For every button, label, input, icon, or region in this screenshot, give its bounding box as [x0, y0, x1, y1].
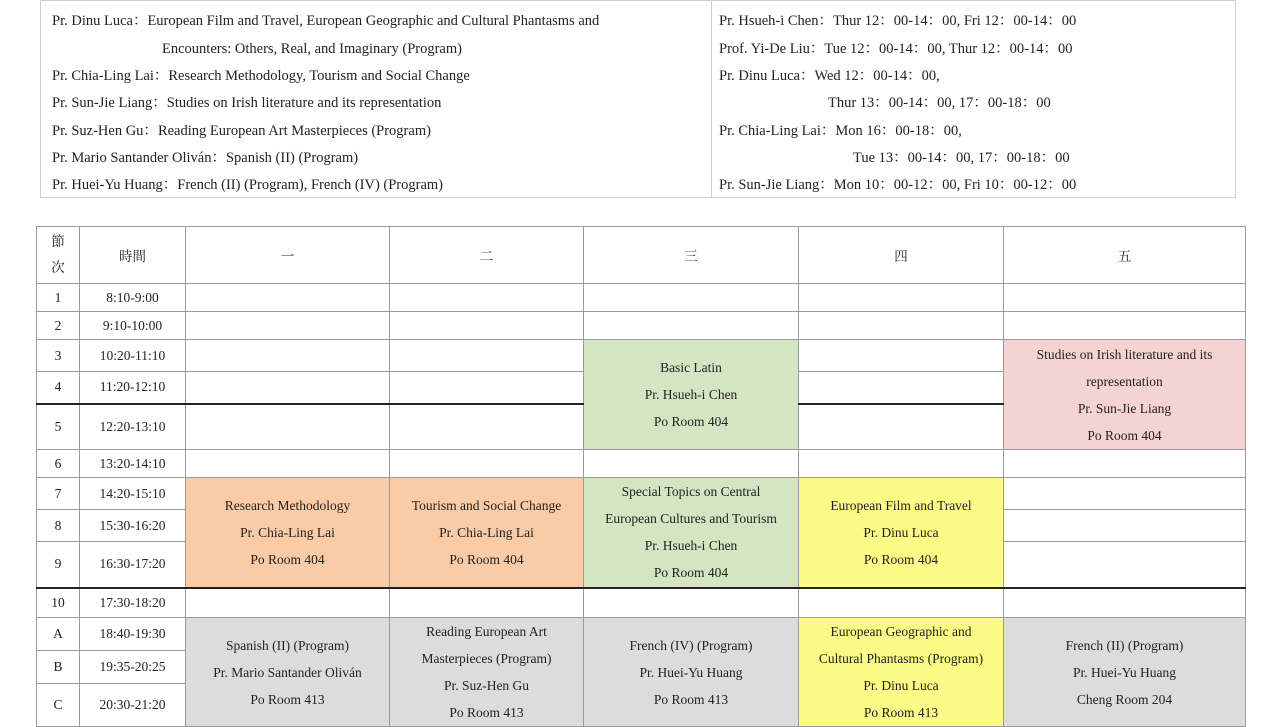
course-room: Po Room 404: [250, 551, 325, 567]
course-instructor: Pr. Hsueh-i Chen: [644, 387, 738, 402]
course-special-topics[interactable]: [584, 478, 799, 588]
period-time: 15:30-16:20: [80, 510, 186, 542]
period-time: 20:30-21:20: [80, 683, 186, 726]
slot-cell: [799, 312, 1004, 340]
course-room: Po Room 404: [653, 414, 729, 429]
office-hours-line-2: Prof. Yi-De Liu：Tue 12：00-14：00, Thur 12：00-14：00: [719, 41, 1073, 57]
slot-cell: [1004, 284, 1246, 312]
course-room: Po Room 413: [863, 705, 939, 720]
office-hours-line-5: Pr. Chia-Ling Lai：Mon 16：00-18：00,: [719, 123, 962, 139]
course-spanish-2[interactable]: [186, 618, 390, 727]
slot-cell: [1004, 312, 1246, 340]
instructor-line-3: Pr. Chia-Ling Lai：Research Methodology, Tourism and Social Change: [52, 68, 470, 84]
period-number: 7: [37, 478, 80, 510]
period-time: 12:20-13:10: [80, 404, 186, 450]
slot-cell: [186, 404, 390, 450]
slot-cell: [186, 588, 390, 618]
course-title-cont: Masterpieces (Program): [421, 651, 552, 666]
office-hours-line-3: Pr. Dinu Luca：Wed 12：00-14：00,: [719, 68, 940, 84]
instructor-line-2: Encounters: Others, Real, and Imaginary (Program): [162, 41, 462, 57]
course-room: Cheng Room 204: [1076, 691, 1173, 707]
course-room: Po Room 413: [250, 691, 325, 707]
day-header-wed: 三: [584, 227, 799, 284]
slot-cell: [584, 284, 799, 312]
period-time: 14:20-15:10: [80, 478, 186, 510]
course-instructor: Pr. Dinu Luca: [863, 524, 939, 540]
slot-cell: [186, 312, 390, 340]
day-header-thu: 四: [799, 227, 1004, 284]
period-number: C: [37, 683, 80, 726]
course-title: Basic Latin: [660, 360, 722, 375]
slot-cell: [186, 450, 390, 478]
course-instructor: Pr. Huei-Yu Huang: [1072, 664, 1177, 680]
period-time: 13:20-14:10: [80, 450, 186, 478]
period-number: 5: [37, 404, 80, 450]
period-number: 8: [37, 510, 80, 542]
day-header-mon: 一: [186, 227, 390, 284]
slot-cell: [584, 588, 799, 618]
course-title-cont: Cultural Phantasms (Program): [818, 651, 984, 666]
period-time: 17:30-18:20: [80, 588, 186, 618]
slot-cell: [799, 404, 1004, 450]
table-row: [37, 618, 1246, 651]
course-room: Po Room 404: [449, 551, 524, 567]
slot-cell: [186, 372, 390, 404]
instructor-line-5: Pr. Suz-Hen Gu：Reading European Art Masterpieces (Program): [52, 123, 431, 139]
period-number: 6: [37, 450, 80, 478]
course-instructor: Pr. Huei-Yu Huang: [639, 664, 743, 680]
course-instructor: Pr. Mario Santander Oliván: [213, 664, 362, 680]
slot-cell: [799, 450, 1004, 478]
course-european-geographic[interactable]: [799, 618, 1004, 727]
table-row: [37, 450, 1246, 478]
course-reading-european-art[interactable]: [390, 618, 584, 727]
slot-cell: [1004, 450, 1246, 478]
course-title-cont: representation: [1086, 373, 1163, 389]
instructor-line-1: Pr. Dinu Luca：European Film and Travel, European Geographic and Cultural Phantasms and: [52, 13, 600, 29]
course-instructor: Pr. Hsueh-i Chen: [644, 538, 738, 554]
period-time: 19:35-20:25: [80, 650, 186, 683]
office-hours-line-6: Tue 13：00-14：00, 17：00-18：00: [853, 150, 1070, 166]
course-instructor: Pr. Chia-Ling Lai: [439, 524, 534, 540]
timetable-header-row: [37, 227, 1246, 284]
period-time: 10:20-11:10: [80, 340, 186, 372]
course-title: Tourism and Social Change: [411, 497, 562, 513]
slot-cell: [584, 312, 799, 340]
table-row: [37, 588, 1246, 618]
office-hours-line-4: Thur 13：00-14：00, 17：00-18：00: [828, 95, 1051, 111]
slot-cell: [390, 340, 584, 372]
period-number: 4: [37, 372, 80, 404]
course-french-4[interactable]: [584, 618, 799, 727]
course-instructor: Pr. Chia-Ling Lai: [240, 524, 335, 540]
slot-cell: [390, 450, 584, 478]
slot-cell: [186, 284, 390, 312]
day-header-fri: 五: [1004, 227, 1246, 284]
course-title: Special Topics on Central: [621, 484, 761, 500]
course-title: European Geographic and: [830, 624, 972, 639]
period-number: 10: [37, 588, 80, 618]
slot-cell: [584, 450, 799, 478]
slot-cell: [1004, 542, 1246, 588]
table-row: [37, 312, 1246, 340]
course-french-2[interactable]: [1004, 618, 1246, 727]
period-header: 節次: [37, 227, 80, 284]
table-row: [37, 478, 1246, 510]
course-instructor: Pr. Sun-Jie Liang: [1077, 400, 1172, 416]
slot-cell: [1004, 478, 1246, 510]
slot-cell: [390, 404, 584, 450]
course-title: Studies on Irish literature and its: [1036, 346, 1213, 362]
period-time: 11:20-12:10: [80, 372, 186, 404]
course-tourism-social-change[interactable]: [390, 478, 584, 588]
course-title: Reading European Art: [426, 624, 547, 639]
period-time: 18:40-19:30: [80, 618, 186, 651]
period-time: 16:30-17:20: [80, 542, 186, 588]
slot-cell: [390, 284, 584, 312]
instructor-line-7: Pr. Huei-Yu Huang：French (II) (Program), French (IV) (Program): [52, 177, 444, 193]
day-header-tue: 二: [390, 227, 584, 284]
course-instructor: Pr. Suz-Hen Gu: [443, 678, 530, 693]
table-row: [37, 340, 1246, 372]
table-row: [37, 284, 1246, 312]
course-room: Po Room 413: [449, 705, 524, 720]
slot-cell: [799, 372, 1004, 404]
slot-cell: [186, 340, 390, 372]
course-title: Spanish (II) (Program): [226, 637, 349, 653]
course-basic-latin[interactable]: [584, 340, 799, 450]
office-hours-line-7: Pr. Sun-Jie Liang：Mon 10：00-12：00, Fri 10：00-12：00: [719, 177, 1077, 193]
course-title: European Film and Travel: [830, 497, 972, 513]
period-number: 2: [37, 312, 80, 340]
slot-cell: [1004, 588, 1246, 618]
period-number: 9: [37, 542, 80, 588]
info-divider: [711, 1, 712, 197]
period-number: A: [37, 618, 80, 651]
course-title-cont: European Cultures and Tourism: [605, 511, 777, 527]
course-room: Po Room 404: [653, 565, 729, 581]
course-room: Po Room 404: [1087, 427, 1162, 443]
course-title: French (II) (Program): [1065, 637, 1184, 653]
course-room: Po Room 404: [863, 551, 939, 567]
instructor-line-4: Pr. Sun-Jie Liang：Studies on Irish literature and its representation: [52, 95, 442, 111]
period-time: 9:10-10:00: [80, 312, 186, 340]
office-hours-line-1: Pr. Hsueh-i Chen：Thur 12：00-14：00, Fri 12：00-14：00: [719, 13, 1077, 29]
slot-cell: [799, 284, 1004, 312]
slot-cell: [390, 312, 584, 340]
course-title: Research Methodology: [224, 497, 351, 513]
course-research-methodology[interactable]: [186, 478, 390, 588]
course-irish-literature[interactable]: [1004, 340, 1246, 450]
course-european-film-travel[interactable]: [799, 478, 1004, 588]
slot-cell: [799, 340, 1004, 372]
course-room: Po Room 413: [653, 691, 729, 707]
timetable: [36, 226, 1246, 727]
period-number: 3: [37, 340, 80, 372]
instructor-info-box: [40, 0, 1236, 198]
instructor-line-6: Pr. Mario Santander Oliván：Spanish (II) (Program): [52, 150, 359, 166]
period-number: B: [37, 650, 80, 683]
slot-cell: [799, 588, 1004, 618]
period-time: 8:10-9:00: [80, 284, 186, 312]
slot-cell: [1004, 510, 1246, 542]
slot-cell: [390, 372, 584, 404]
slot-cell: [390, 588, 584, 618]
time-header: 時間: [80, 227, 186, 284]
course-title: French (IV) (Program): [629, 637, 753, 653]
course-instructor: Pr. Dinu Luca: [863, 678, 939, 693]
period-number: 1: [37, 284, 80, 312]
